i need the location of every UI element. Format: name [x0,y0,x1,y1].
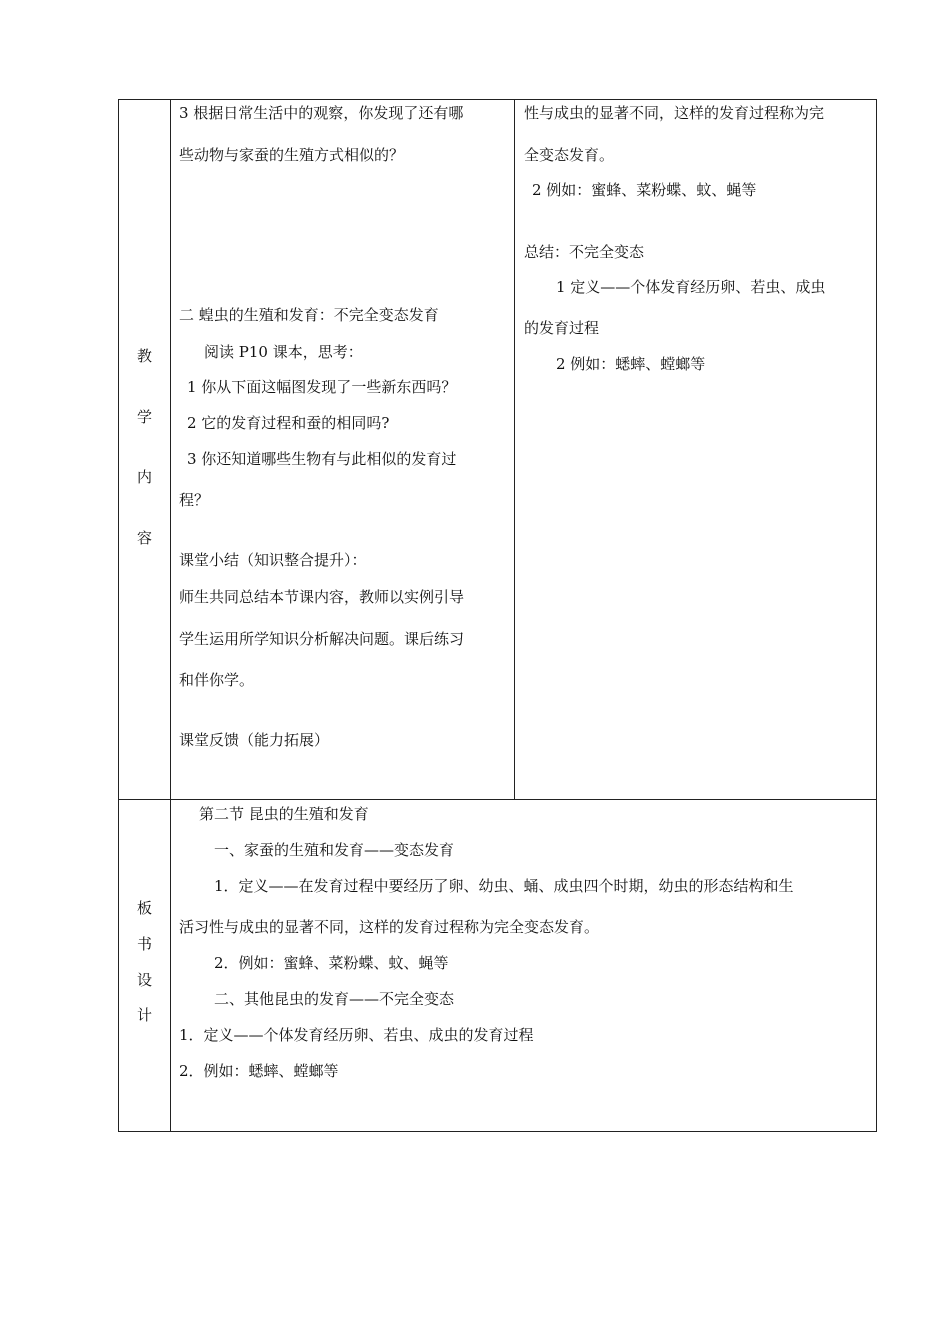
class-summary-line-2: 学生运用所学知识分析解决问题。课后练习 [179,630,465,648]
board-definition-2: 1．定义——个体发育经历卵、若虫、成虫的发育过程 [179,1026,534,1044]
class-feedback: 课堂反馈（能力拓展） [179,731,330,749]
board-label-char-3: 设 [136,971,152,989]
right-definition-2-line-1: 1 定义——个体发育经历卵、若虫、成虫 [556,278,826,296]
teaching-label-char-1: 教 [136,347,152,365]
board-title: 第二节 昆虫的生殖和发育 [199,805,369,823]
board-part-2: 二、其他昆虫的发育——不完全变态 [214,990,455,1008]
right-definition-2-line-2: 的发育过程 [524,319,600,337]
board-label-char-2: 书 [136,935,152,953]
teaching-label-char-3: 内 [136,468,152,486]
right-definition-line-1: 性与成虫的显著不同，这样的发育过程称为完 [524,104,825,122]
class-summary-line-1: 师生共同总结本节课内容，教师以实例引导 [179,588,465,606]
board-label-char-1: 板 [136,899,152,917]
section-2-heading: 二 蝗虫的生殖和发育：不完全变态发育 [179,306,439,324]
content-column-divider [514,99,515,800]
teaching-label-char-4: 容 [136,529,152,547]
teaching-label-char-2: 学 [136,408,152,426]
label-column-divider [170,99,171,1132]
board-definition-1-line-2: 活习性与成虫的显著不同，这样的发育过程称为完全变态发育。 [179,918,600,936]
section-divider [118,799,877,800]
think-question-1: 1 你从下面这幅图发现了一些新东西吗？ [187,378,457,396]
class-summary-title: 课堂小结（知识整合提升）： [179,551,367,569]
board-label-char-4: 计 [136,1006,152,1024]
table-bottom-border [118,1131,877,1132]
think-question-3-line-1: 3 你还知道哪些生物有与此相似的发育过 [187,450,457,468]
board-part-1: 一、家蚕的生殖和发育——变态发育 [214,841,455,859]
think-question-2: 2 它的发育过程和蚕的相同吗? [187,414,390,432]
board-example-2: 2．例如：蟋蟀、螳螂等 [179,1062,339,1080]
board-example-1: 2．例如：蜜蜂、菜粉蝶、蚊、蝇等 [214,954,449,972]
table-right-border [876,99,877,1132]
think-question-3-line-2: 程？ [179,491,210,509]
right-example-2: 2 例如：蟋蟀、螳螂等 [556,355,706,373]
right-example-1: 2 例如：蜜蜂、菜粉蝶、蚊、蝇等 [532,181,757,199]
board-definition-1-line-1: 1．定义——在发育过程中要经历了卵、幼虫、蛹、成虫四个时期，幼虫的形态结构和生 [214,877,794,895]
class-summary-line-3: 和伴你学。 [179,671,255,689]
reading-instruction: 阅读 P10 课本，思考： [204,343,363,361]
question-3-line-1: 3 根据日常生活中的观察，你发现了还有哪 [179,104,464,122]
table-top-border [118,99,877,100]
question-3-line-2: 些动物与家蚕的生殖方式相似的？ [179,146,405,164]
right-summary: 总结：不完全变态 [524,243,645,261]
right-definition-line-2: 全变态发育。 [524,146,615,164]
